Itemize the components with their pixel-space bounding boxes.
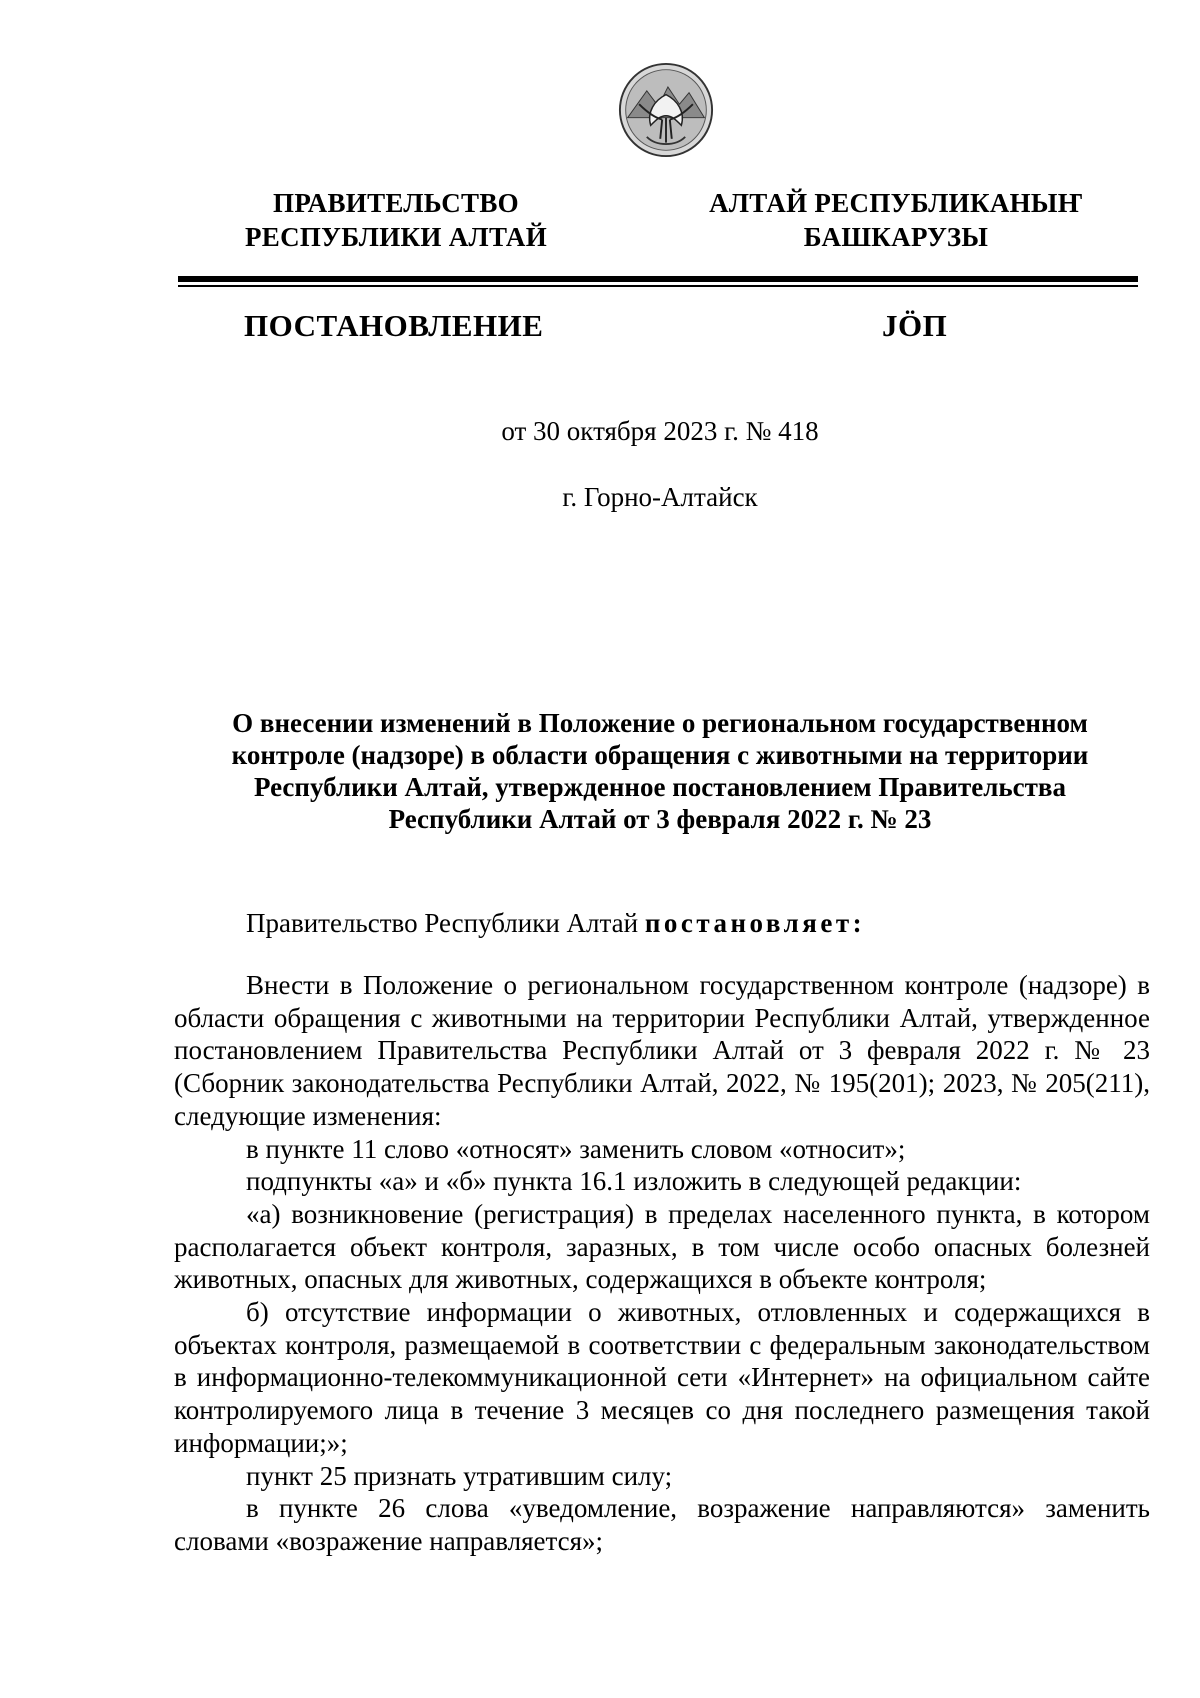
body-paragraph: подпункты «а» и «б» пункта 16.1 изложить в следующей редакции:	[246, 1166, 1022, 1197]
preamble	[246, 906, 865, 940]
body-paragraph: Внести в Положение о региональном государственном контроле (надзоре) в области обращения с животными на территории Республики Алтай, утвержденное постановлением Правительства Республики Алтай от 3 февраля 2022 г. № 23 (Сборник законодательства Республики Алтай, 2022, № 195(201); 2023, № 205(211), следующие изменения:	[174, 970, 1150, 1131]
doc-type-russian: ПОСТАНОВЛЕНИЕ	[244, 308, 544, 343]
document-title	[186, 707, 1134, 835]
doc-type-altai: JӦП	[882, 308, 948, 343]
header-divider-thin	[178, 285, 1138, 287]
preamble-text: Правительство Республики Алтай	[246, 908, 645, 938]
preamble-emphasis: постановляет:	[644, 908, 866, 938]
government-name-altai-line2: БАШКАРУЗЫ	[803, 222, 989, 252]
document-title-line3: Республики Алтай, утвержденное постановлением Правительства	[253, 772, 1066, 802]
body-paragraph: в пункте 26 слова «уведомление, возражение направляются» заменить словами «возражение направляется»;	[174, 1493, 1150, 1556]
republic-altai-emblem-icon	[618, 62, 714, 158]
document-title-line4: Республики Алтай от 3 февраля 2022 г. № 23	[388, 804, 932, 834]
header-divider-thick	[178, 276, 1138, 282]
government-name-russian-line2: РЕСПУБЛИКИ АЛТАЙ	[244, 222, 548, 252]
document-date-number: от 30 октября 2023 г. № 418	[501, 416, 819, 446]
body-paragraph: пункт 25 признать утратившим силу;	[246, 1460, 673, 1491]
body-paragraph: «а) возникновение (регистрация) в пределах населенного пункта, в котором располагается объект контроля, заразных, в том числе особо опасных болезней животных, опасных для животных, содержащихся в объекте контроля;	[174, 1198, 1150, 1295]
document-city: г. Горно-Алтайск	[562, 482, 758, 512]
government-name-altai-line1: АЛТАЙ РЕСПУБЛИКАНЫҤ	[709, 188, 1083, 218]
government-name-altai	[676, 186, 1116, 254]
document-body	[174, 969, 1150, 1558]
government-name-russian	[186, 186, 606, 254]
body-paragraph: в пункте 11 слово «относят» заменить словом «относит»;	[246, 1133, 906, 1164]
document-title-line2: контроле (надзоре) в области обращения с животными на территории	[231, 740, 1089, 770]
government-name-russian-line1: ПРАВИТЕЛЬСТВО	[273, 188, 519, 218]
body-paragraph: б) отсутствие информации о животных, отловленных и содержащихся в объектах контроля, размещаемой в соответствии с федеральным законодательством в информационно-телекоммуникационной сети «Интернет» на официальном сайте контролируемого лица в течение 3 месяцев со дня последнего размещения такой информации;»;	[174, 1297, 1150, 1458]
document-title-line1: О внесении изменений в Положение о региональном государственном	[232, 708, 1088, 738]
